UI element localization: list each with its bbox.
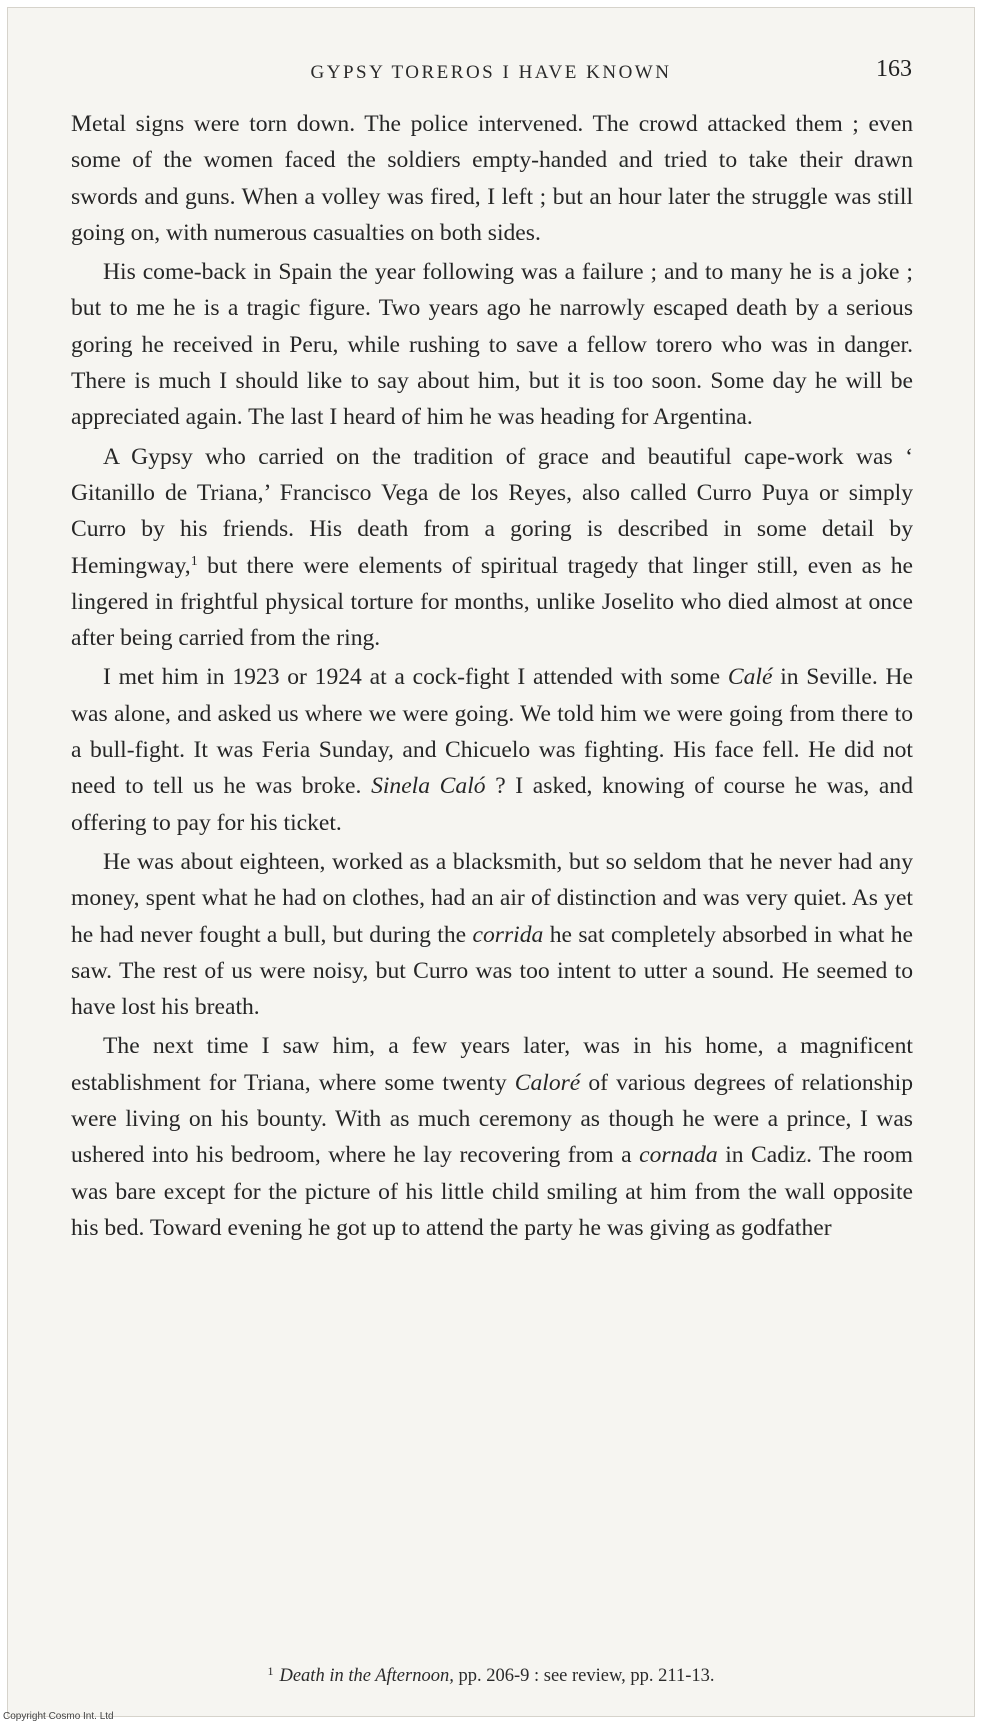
footnote-reference: 1 — [190, 553, 198, 569]
book-page — [7, 7, 975, 1717]
footnote — [8, 1664, 974, 1687]
paragraph — [71, 106, 913, 251]
text-span: of various degrees of relationship were living on his bounty. With as much ceremony as though he were a prince, I was ushered into his bedroom, where he lay recovering from a — [71, 1069, 913, 1169]
page-number: 163 — [876, 56, 912, 82]
italic-text: Sinela Caló — [371, 773, 486, 800]
text-span: in Seville. He was alone, and asked us where we were going. We told him we were going from there to a bull-fight. It was Feria Sunday, and Chicuelo was fighting. His face fell. He did not need to tell us he was broke. — [71, 664, 913, 800]
text-span: The next time I saw him, a few years later, was in his home, a magnificent establishment for Triana, where some twenty — [71, 1033, 913, 1096]
text-span: in Cadiz. The room was bare except for the picture of his little child smiling at him from the wall opposite his bed. Toward evening he got up to attend the party he was giving as godfather — [71, 1142, 913, 1241]
body-text — [71, 106, 913, 1246]
running-head: GYPSY TOREROS I HAVE KNOWN — [310, 62, 672, 83]
paragraph — [71, 439, 913, 657]
text-span: but there were elements of spiritual tragedy that linger still, even as he lingered in frightful physical torture for months, unlike Joselito who died almost at once after being carried from the ring. — [71, 552, 913, 652]
text-span: His come-back in Spain the year following was a failure ; and to many he is a joke ; but to me he is a tragic figure. Two years ago he narrowly escaped death by a serious goring he received in Peru, while rushing to save a fellow torero who was in danger. There is much I should like to say about him, but it is too soon. Some day he will be appreciated again. The last I heard of him he was heading for Argentina. — [71, 259, 913, 431]
text-span: I met him in 1923 or 1924 at a cock-fight I attended with some — [103, 664, 728, 691]
footnote-title: Death in the Afternoon, — [279, 1666, 454, 1686]
text-span: ? I asked, knowing of course he was, and offering to pay for his ticket. — [71, 773, 913, 836]
italic-text: corrida — [472, 921, 544, 948]
italic-text: Caloré — [514, 1069, 581, 1096]
footnote-text: pp. 206-9 : see review, pp. 211-13. — [453, 1666, 715, 1686]
text-span: A Gypsy who carried on the tradition of grace and beautiful cape-work was ‘ Gitanillo de Triana,’ Francisco Vega de los Reyes, also called Curro Puya or simply Curro by his friends. His death from a goring is described in some detail by Hemingway, — [71, 443, 913, 579]
text-span: Metal signs were torn down. The police intervened. The crowd attacked them ; even some of the women faced the soldiers empty-handed and tried to take their drawn swords and guns. When a volley was fired, I left ; but an hour later the struggle was still going on, with numerous casualties on both sides. — [71, 111, 913, 246]
italic-text: Calé — [727, 664, 773, 691]
paragraph — [71, 659, 913, 840]
text-span: he sat completely absorbed in what he saw. The rest of us were noisy, but Curro was too intent to utter a sound. He seemed to have lost his breath. — [71, 921, 914, 1021]
paragraph — [71, 844, 913, 1025]
paragraph — [71, 1028, 913, 1246]
footnote-marker: 1 — [267, 1664, 274, 1678]
copyright-notice: Copyright Cosmo Int. Ltd — [3, 1711, 114, 1722]
text-span: He was about eighteen, worked as a blacksmith, but so seldom that he never had any money, spent what he had on clothes, had an air of distinction and was very quiet. As yet he had never fought a bull, but during the — [71, 848, 913, 948]
page-header — [8, 56, 974, 96]
italic-text: cornada — [639, 1142, 718, 1169]
paragraph — [71, 254, 913, 435]
